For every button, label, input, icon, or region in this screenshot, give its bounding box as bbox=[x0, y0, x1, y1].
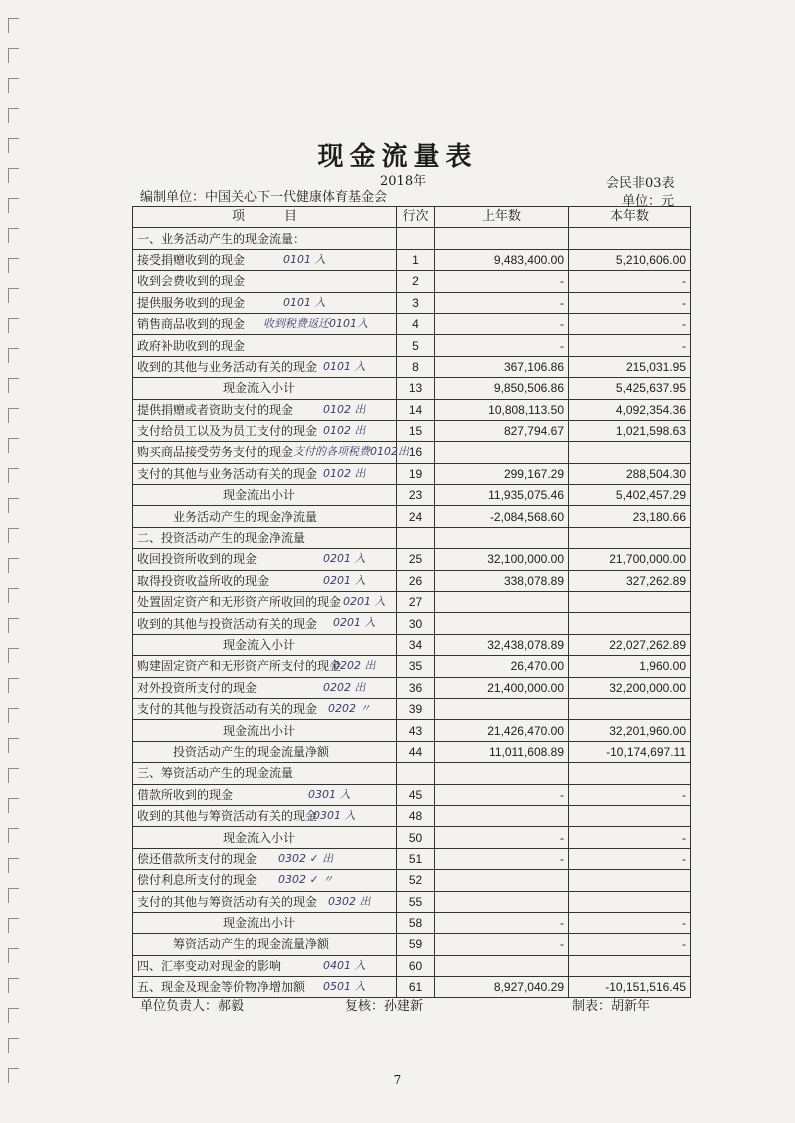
row-line-number: 16 bbox=[397, 442, 435, 463]
organization: 编制单位：中国关心下一代健康体育基金会 bbox=[140, 190, 388, 205]
table-row bbox=[133, 634, 691, 655]
row-prev-year-value bbox=[435, 442, 569, 463]
row-prev-year-value: -2,084,568.60 bbox=[435, 506, 569, 527]
row-prev-year-value: - bbox=[435, 335, 569, 356]
table-row bbox=[133, 934, 691, 955]
row-prev-year-value bbox=[435, 527, 569, 548]
handwritten-note: 0201 入 bbox=[323, 552, 366, 566]
row-line-number bbox=[397, 763, 435, 784]
row-item bbox=[133, 485, 397, 506]
table-row bbox=[133, 955, 691, 976]
row-line-number: 34 bbox=[397, 634, 435, 655]
row-line-number: 14 bbox=[397, 399, 435, 420]
row-item bbox=[133, 698, 397, 719]
row-prev-year-value: - bbox=[435, 271, 569, 292]
row-item bbox=[133, 741, 397, 762]
row-line-number bbox=[397, 527, 435, 548]
row-line-number: 13 bbox=[397, 378, 435, 399]
row-item bbox=[133, 848, 397, 869]
row-item-label: 五、现金及现金等价物净增加额 bbox=[137, 980, 306, 995]
row-current-year-value: 32,200,000.00 bbox=[569, 677, 691, 698]
row-line-number: 50 bbox=[397, 827, 435, 848]
row-item-label: 三、筹资活动产生的现金流量 bbox=[137, 766, 294, 781]
row-item-label: 处置固定资产和无形资产所收回的现金 bbox=[137, 595, 342, 610]
row-item-label: 现金流出小计 bbox=[223, 723, 296, 738]
row-item-label: 对外投资所支付的现金 bbox=[137, 680, 258, 695]
row-item bbox=[133, 891, 397, 912]
row-item bbox=[133, 955, 397, 976]
row-item-label: 二、投资活动产生的现金净流量 bbox=[137, 531, 306, 546]
row-prev-year-value: 338,078.89 bbox=[435, 570, 569, 591]
row-current-year-value: - bbox=[569, 784, 691, 805]
table-row bbox=[133, 912, 691, 933]
row-item-label: 收回投资所收到的现金 bbox=[137, 552, 258, 567]
row-current-year-value bbox=[569, 442, 691, 463]
row-prev-year-value: - bbox=[435, 934, 569, 955]
row-current-year-value bbox=[569, 592, 691, 613]
row-item bbox=[133, 527, 397, 548]
row-item-label: 收到的其他与筹资活动有关的现金 bbox=[137, 809, 318, 824]
row-item-label: 提供服务收到的现金 bbox=[137, 295, 246, 310]
row-item-label: 收到的其他与业务活动有关的现金 bbox=[137, 359, 318, 374]
handwritten-note: 0202 出 bbox=[323, 680, 366, 694]
table-row bbox=[133, 378, 691, 399]
row-item-label: 投资活动产生的现金流量净额 bbox=[173, 744, 330, 759]
row-prev-year-value: 32,100,000.00 bbox=[435, 549, 569, 570]
row-current-year-value: - bbox=[569, 934, 691, 955]
handwritten-note: 0101 入 bbox=[323, 359, 366, 373]
handwritten-note: 0101 入 bbox=[283, 295, 326, 309]
row-item bbox=[133, 634, 397, 655]
table-row bbox=[133, 356, 691, 377]
row-prev-year-value: 299,167.29 bbox=[435, 463, 569, 484]
row-item-label: 筹资活动产生的现金流量净额 bbox=[173, 937, 330, 952]
row-line-number: 1 bbox=[397, 249, 435, 270]
row-item bbox=[133, 356, 397, 377]
table-row bbox=[133, 656, 691, 677]
row-prev-year-value: 9,483,400.00 bbox=[435, 249, 569, 270]
row-item-label: 现金流出小计 bbox=[223, 488, 296, 503]
row-current-year-value bbox=[569, 763, 691, 784]
row-item-label: 现金流入小计 bbox=[223, 638, 296, 652]
row-line-number: 30 bbox=[397, 613, 435, 634]
table-row bbox=[133, 420, 691, 441]
report-title: 现金流量表 bbox=[317, 142, 478, 172]
preparer: 制表：胡新年 bbox=[572, 999, 651, 1014]
row-line-number: 59 bbox=[397, 934, 435, 955]
table-row bbox=[133, 292, 691, 313]
row-prev-year-value bbox=[435, 763, 569, 784]
handwritten-note: 0102 出 bbox=[323, 466, 366, 480]
row-item bbox=[133, 570, 397, 591]
row-item-label: 收到会费收到的现金 bbox=[137, 274, 246, 289]
row-item-label: 购建固定资产和无形资产所支付的现金 bbox=[137, 659, 342, 674]
row-item bbox=[133, 592, 397, 613]
table-row bbox=[133, 228, 691, 249]
row-current-year-value: 4,092,354.36 bbox=[569, 399, 691, 420]
row-current-year-value: 22,027,262.89 bbox=[569, 634, 691, 655]
row-item-label: 一、业务活动产生的现金流量： bbox=[137, 231, 306, 246]
row-item bbox=[133, 763, 397, 784]
row-item-label: 提供捐赠或者资助支付的现金 bbox=[137, 402, 294, 417]
table-row bbox=[133, 549, 691, 570]
row-current-year-value: 1,960.00 bbox=[569, 656, 691, 677]
handwritten-note: 0201 入 bbox=[323, 573, 366, 587]
table-row bbox=[133, 463, 691, 484]
table-row bbox=[133, 613, 691, 634]
table-header bbox=[133, 207, 691, 228]
row-prev-year-value: 21,400,000.00 bbox=[435, 677, 569, 698]
row-prev-year-value bbox=[435, 228, 569, 249]
row-item-label: 支付的其他与业务活动有关的现金 bbox=[137, 466, 318, 481]
row-line-number: 8 bbox=[397, 356, 435, 377]
table-row bbox=[133, 485, 691, 506]
handwritten-note: 0202 出 bbox=[333, 659, 376, 673]
handwritten-note: 0501 入 bbox=[323, 980, 366, 994]
row-prev-year-value bbox=[435, 870, 569, 891]
row-line-number: 43 bbox=[397, 720, 435, 741]
row-line-number: 5 bbox=[397, 335, 435, 356]
row-current-year-value: 21,700,000.00 bbox=[569, 549, 691, 570]
row-prev-year-value: 11,935,075.46 bbox=[435, 485, 569, 506]
row-item-label: 偿还借款所支付的现金 bbox=[137, 851, 258, 866]
row-prev-year-value: 21,426,470.00 bbox=[435, 720, 569, 741]
row-prev-year-value: 9,850,506.86 bbox=[435, 378, 569, 399]
row-prev-year-value: 32,438,078.89 bbox=[435, 634, 569, 655]
table-row bbox=[133, 870, 691, 891]
row-current-year-value bbox=[569, 527, 691, 548]
row-line-number: 4 bbox=[397, 313, 435, 334]
row-item-label: 业务活动产生的现金净流量 bbox=[173, 509, 318, 524]
row-prev-year-value: 10,808,113.50 bbox=[435, 399, 569, 420]
row-current-year-value: 32,201,960.00 bbox=[569, 720, 691, 741]
row-item-label: 收到的其他与投资活动有关的现金 bbox=[137, 616, 318, 631]
row-prev-year-value: - bbox=[435, 784, 569, 805]
row-item-label: 四、汇率变动对现金的影响 bbox=[137, 958, 282, 973]
row-item bbox=[133, 934, 397, 955]
row-item bbox=[133, 271, 397, 292]
form-code: 会民非03表 bbox=[606, 176, 675, 191]
handwritten-note: 0302 ✓ 〃 bbox=[278, 873, 334, 887]
row-item bbox=[133, 442, 409, 463]
row-item-label: 支付给员工以及为员工支付的现金 bbox=[137, 424, 318, 439]
row-line-number: 15 bbox=[397, 420, 435, 441]
row-current-year-value: - bbox=[569, 313, 691, 334]
table-row bbox=[133, 720, 691, 741]
row-line-number: 36 bbox=[397, 677, 435, 698]
row-prev-year-value bbox=[435, 613, 569, 634]
table-row bbox=[133, 763, 691, 784]
row-item bbox=[133, 228, 397, 249]
row-item-label: 销售商品收到的现金 bbox=[137, 317, 246, 332]
row-item bbox=[133, 399, 397, 420]
row-item-label: 借款所收到的现金 bbox=[137, 787, 234, 802]
row-line-number: 27 bbox=[397, 592, 435, 613]
row-item-label: 支付的其他与筹资活动有关的现金 bbox=[137, 894, 318, 909]
handwritten-note: 0102 出 bbox=[323, 423, 366, 437]
row-current-year-value bbox=[569, 870, 691, 891]
row-current-year-value: - bbox=[569, 912, 691, 933]
row-item bbox=[133, 335, 397, 356]
row-line-number: 24 bbox=[397, 506, 435, 527]
cash-flow-table bbox=[132, 206, 691, 998]
row-prev-year-value: - bbox=[435, 292, 569, 313]
row-item-label: 偿付利息所支付的现金 bbox=[137, 873, 258, 888]
table-row bbox=[133, 271, 691, 292]
row-item bbox=[133, 720, 397, 741]
row-item bbox=[133, 292, 397, 313]
row-item bbox=[133, 912, 397, 933]
row-current-year-value: 5,402,457.29 bbox=[569, 485, 691, 506]
row-line-number: 19 bbox=[397, 463, 435, 484]
table-row bbox=[133, 741, 691, 762]
row-line-number: 3 bbox=[397, 292, 435, 313]
table-row bbox=[133, 527, 691, 548]
row-line-number bbox=[397, 228, 435, 249]
row-current-year-value bbox=[569, 613, 691, 634]
row-current-year-value bbox=[569, 698, 691, 719]
table-row bbox=[133, 335, 691, 356]
row-current-year-value: - bbox=[569, 848, 691, 869]
row-prev-year-value: - bbox=[435, 313, 569, 334]
row-item-label: 政府补助收到的现金 bbox=[137, 338, 246, 353]
handwritten-note: 0301 入 bbox=[313, 808, 356, 822]
table-row bbox=[133, 848, 691, 869]
handwritten-note: 0301 入 bbox=[308, 787, 351, 801]
row-line-number: 51 bbox=[397, 848, 435, 869]
row-item bbox=[133, 249, 397, 270]
handwritten-note: 0102 出 bbox=[323, 402, 366, 416]
row-item-label: 支付的其他与投资活动有关的现金 bbox=[137, 702, 318, 717]
table-row bbox=[133, 891, 691, 912]
currency-unit: 单位：元 bbox=[622, 194, 675, 209]
row-current-year-value: 215,031.95 bbox=[569, 356, 691, 377]
row-item bbox=[133, 420, 397, 441]
table-row bbox=[133, 570, 691, 591]
row-prev-year-value: - bbox=[435, 827, 569, 848]
row-item bbox=[133, 463, 397, 484]
row-current-year-value: - bbox=[569, 271, 691, 292]
row-line-number: 23 bbox=[397, 485, 435, 506]
table-row bbox=[133, 784, 691, 805]
row-prev-year-value: - bbox=[435, 848, 569, 869]
handwritten-note: 0302 出 bbox=[328, 894, 371, 908]
row-item-label: 现金流入小计 bbox=[223, 830, 296, 845]
row-item bbox=[133, 549, 397, 570]
row-current-year-value: - bbox=[569, 827, 691, 848]
row-current-year-value bbox=[569, 955, 691, 976]
row-prev-year-value bbox=[435, 698, 569, 719]
row-line-number: 25 bbox=[397, 549, 435, 570]
handwritten-note: 支付的各项税费0102出 bbox=[293, 445, 409, 459]
responsible-person: 单位负责人：郝毅 bbox=[140, 999, 245, 1014]
report-year: 2018年 bbox=[380, 174, 427, 189]
row-line-number: 48 bbox=[397, 805, 435, 826]
row-item-label: 取得投资收益所收的现金 bbox=[137, 573, 270, 588]
row-prev-year-value: 827,794.67 bbox=[435, 420, 569, 441]
row-prev-year-value: 11,011,608.89 bbox=[435, 741, 569, 762]
handwritten-note: 0401 入 bbox=[323, 958, 366, 972]
table-row bbox=[133, 827, 691, 848]
row-prev-year-value bbox=[435, 891, 569, 912]
row-prev-year-value: 26,470.00 bbox=[435, 656, 569, 677]
row-line-number: 26 bbox=[397, 570, 435, 591]
row-item-label: 购买商品接受劳务支付的现金 bbox=[137, 445, 294, 460]
table-row bbox=[133, 399, 691, 420]
table-row bbox=[133, 442, 691, 463]
row-line-number: 2 bbox=[397, 271, 435, 292]
table-row bbox=[133, 592, 691, 613]
row-line-number: 45 bbox=[397, 784, 435, 805]
row-item bbox=[133, 506, 397, 527]
row-current-year-value: 5,425,637.95 bbox=[569, 378, 691, 399]
row-prev-year-value: - bbox=[435, 912, 569, 933]
row-current-year-value bbox=[569, 228, 691, 249]
row-line-number: 39 bbox=[397, 698, 435, 719]
page-number: 7 bbox=[393, 1073, 402, 1087]
row-item bbox=[133, 378, 397, 399]
row-line-number: 60 bbox=[397, 955, 435, 976]
row-item-label: 现金流入小计 bbox=[223, 381, 296, 396]
row-current-year-value bbox=[569, 805, 691, 826]
header-line: 行次 bbox=[397, 207, 435, 228]
row-current-year-value bbox=[569, 891, 691, 912]
table-row bbox=[133, 805, 691, 826]
handwritten-note: 收到税费返还0101入 bbox=[263, 316, 368, 330]
row-item bbox=[133, 613, 397, 634]
row-line-number: 61 bbox=[397, 977, 435, 998]
row-item bbox=[133, 784, 397, 805]
row-line-number: 55 bbox=[397, 891, 435, 912]
row-item bbox=[133, 677, 397, 698]
handwritten-note: 0202 〃 bbox=[328, 701, 371, 715]
handwritten-note: 0302 ✓ 出 bbox=[278, 851, 334, 865]
table-row bbox=[133, 249, 691, 270]
row-item bbox=[133, 827, 397, 848]
table-row bbox=[133, 677, 691, 698]
row-line-number: 35 bbox=[397, 656, 435, 677]
row-item-label: 接受捐赠收到的现金 bbox=[137, 252, 246, 267]
row-current-year-value: 1,021,598.63 bbox=[569, 420, 691, 441]
header-prev-year: 上年数 bbox=[435, 207, 569, 228]
row-item-label: 现金流出小计 bbox=[223, 916, 296, 931]
row-line-number: 44 bbox=[397, 741, 435, 762]
handwritten-note: 0101 入 bbox=[283, 252, 326, 266]
row-item bbox=[133, 313, 397, 334]
row-item bbox=[133, 870, 397, 891]
row-item bbox=[133, 656, 397, 677]
row-current-year-value: 5,210,606.00 bbox=[569, 249, 691, 270]
row-current-year-value: 23,180.66 bbox=[569, 506, 691, 527]
row-prev-year-value: 8,927,040.29 bbox=[435, 977, 569, 998]
row-line-number: 58 bbox=[397, 912, 435, 933]
row-prev-year-value bbox=[435, 592, 569, 613]
row-prev-year-value: 367,106.86 bbox=[435, 356, 569, 377]
handwritten-note: 0201 入 bbox=[333, 616, 376, 630]
table-row bbox=[133, 698, 691, 719]
table-row bbox=[133, 313, 691, 334]
row-current-year-value: - bbox=[569, 335, 691, 356]
row-current-year-value: 327,262.89 bbox=[569, 570, 691, 591]
reviewer: 复核：孙建新 bbox=[345, 999, 424, 1014]
header-item: 项 目 bbox=[133, 207, 397, 228]
handwritten-note: 0201 入 bbox=[343, 595, 386, 609]
row-prev-year-value bbox=[435, 955, 569, 976]
row-item bbox=[133, 805, 397, 826]
table-row bbox=[133, 506, 691, 527]
row-prev-year-value bbox=[435, 805, 569, 826]
row-line-number: 52 bbox=[397, 870, 435, 891]
row-current-year-value: - bbox=[569, 292, 691, 313]
row-current-year-value: 288,504.30 bbox=[569, 463, 691, 484]
row-current-year-value: -10,174,697.11 bbox=[569, 741, 691, 762]
header-current-year: 本年数 bbox=[569, 207, 691, 228]
row-current-year-value: -10,151,516.45 bbox=[569, 977, 691, 998]
